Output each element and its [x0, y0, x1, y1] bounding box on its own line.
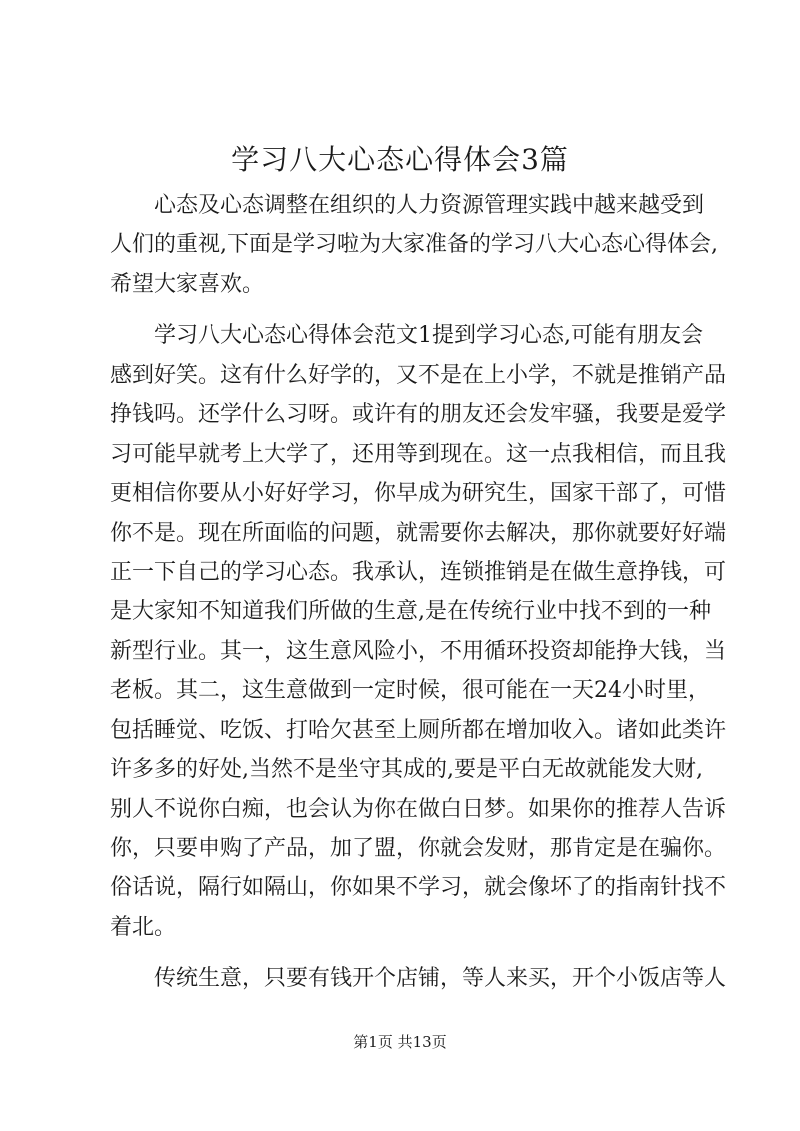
- paragraph-line: 新型行业。其一，这生意风险小，不用循环投资却能挣大钱，当: [110, 638, 727, 664]
- document-title: 学习八大心态心得体会3篇: [231, 143, 569, 176]
- paragraph-line: 希望大家喜欢。: [110, 271, 265, 297]
- paragraph-line: 俗话说，隔行如隔山，你如果不学习，就会像坏了的指南针找不: [110, 875, 727, 901]
- paragraph-line: 感到好笑。这有什么好学的，又不是在上小学，不就是推销产品: [110, 362, 727, 388]
- document-body: [110, 186, 727, 999]
- paragraph-line: 老板。其二，这生意做到一定时候，很可能在一天24小时里，: [110, 678, 710, 704]
- paragraph-line: 更相信你要从小好好学习，你早成为研究生，国家干部了，可惜: [110, 481, 727, 507]
- paragraph-line: 心态及心态调整在组织的人力资源管理实践中越来越受到: [154, 193, 705, 218]
- paragraph-line: 别人不说你白痴，也会认为你在做白日梦。如果你的推荐人告诉: [110, 796, 727, 822]
- paragraph-line: 习可能早就考上大学了，还用等到现在。这一点我相信，而且我: [110, 441, 727, 467]
- paragraph-line: 着北。: [110, 914, 177, 940]
- paragraph-line: 包括睡觉、吃饭、打哈欠甚至上厕所都在增加收入。诸如此类许: [110, 717, 727, 743]
- paragraph-line: 是大家知不知道我们所做的生意,是在传统行业中找不到的一种: [110, 599, 711, 625]
- paragraph-line: 学习八大心态心得体会范文1提到学习心态,可能有朋友会: [154, 323, 703, 349]
- paragraph-line: 挣钱吗。还学什么习呀。或许有的朋友还会发牢骚，我要是爱学: [110, 402, 727, 428]
- paragraph-line: 你，只要申购了产品，加了盟，你就会发财，那肯定是在骗你。: [110, 836, 727, 861]
- paragraph-line: 你不是。现在所面临的问题，就需要你去解决，那你就要好好端: [110, 520, 727, 546]
- paragraph-line: 正一下自己的学习心态。我承认，连锁推销是在做生意挣钱，可: [110, 559, 727, 585]
- paragraph-line: 人们的重视,下面是学习啦为大家准备的学习八大心态心得体会,: [110, 232, 718, 258]
- paragraph-line: 传统生意，只要有钱开个店铺，等人来买，开个小饭店等人: [154, 966, 727, 992]
- paragraph-line: 许多多的好处,当然不是坐守其成的,要是平白无故就能发大财,: [110, 757, 703, 783]
- page-footer: 第1页 共13页: [353, 1033, 447, 1051]
